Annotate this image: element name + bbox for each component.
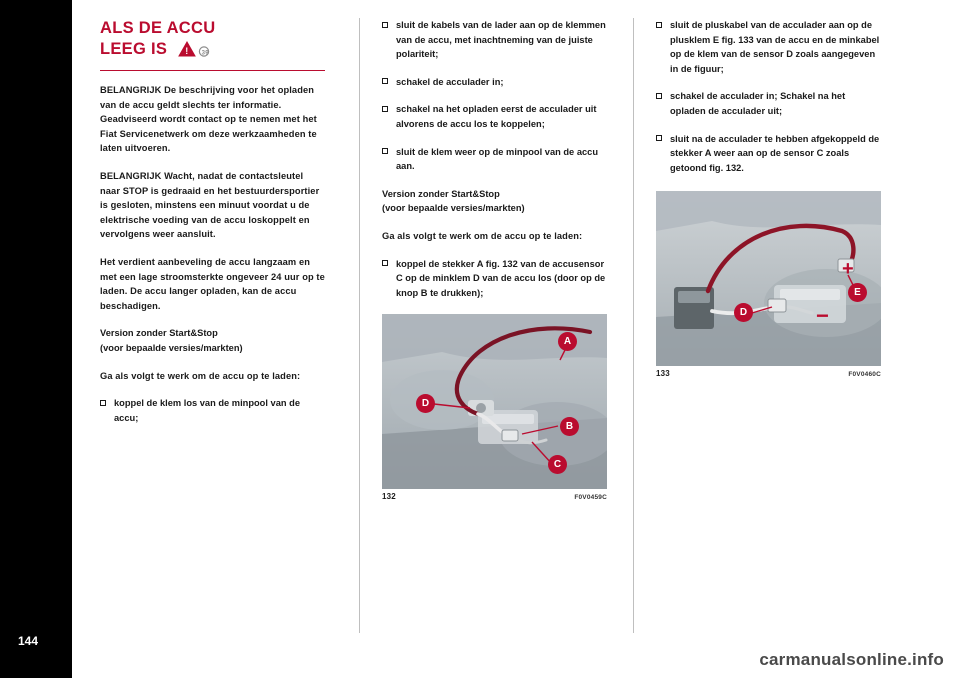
list-item (656, 18, 881, 76)
paragraph-procedure-intro-2: Ga als volgt te werk om de accu op te laden: (382, 230, 583, 241)
list-item (382, 18, 607, 62)
svg-text:!: ! (185, 46, 189, 56)
subheading-version-2 (382, 187, 607, 216)
list-item (656, 132, 881, 176)
figure-132-number: 132 (382, 492, 396, 502)
paragraph-procedure-intro-1: Ga als volgt te werk om de accu op te laden: (100, 370, 301, 381)
svg-text:−: − (816, 303, 829, 329)
page-content (72, 0, 960, 678)
column-divider-2 (633, 18, 634, 633)
checkbox-square-icon (656, 135, 662, 141)
figure-133-callout-d: D (734, 303, 753, 322)
bullet-list-2-bottom (382, 257, 607, 301)
checkbox-square-icon (382, 22, 388, 28)
page-number: 144 (18, 634, 39, 648)
figure-132-callout-b: B (560, 417, 579, 436)
subheading-version-2-line2: (voor bepaalde versies/markten) (382, 203, 525, 214)
list-item-label: schakel de acculader in; (396, 76, 504, 87)
list-item (382, 145, 607, 174)
figure-133-callout-e: E (848, 283, 867, 302)
figure-132-callout-d: D (416, 394, 435, 413)
figure-132-code: F0V0459C (574, 494, 607, 502)
page-title (100, 18, 325, 64)
checkbox-square-icon (382, 260, 388, 266)
subheading-version-1 (100, 326, 325, 355)
column-2 (382, 18, 607, 501)
figure-133-number: 133 (656, 369, 670, 379)
watermark: carmanualsonline.info (759, 650, 944, 669)
list-item-label: schakel na het opladen eerst de acculader uit alvorens de accu los te koppelen; (396, 104, 597, 129)
svg-text:39: 39 (201, 50, 209, 57)
column-1 (100, 18, 325, 438)
list-item-label: sluit na de acculader te hebben afgekoppeld de stekker A weer aan op de sensor C zoals getoond fig. 132. (670, 133, 880, 173)
column-3 (656, 18, 881, 378)
list-item (656, 89, 881, 118)
checkbox-square-icon (382, 106, 388, 112)
bullet-list-3 (656, 18, 881, 175)
paragraph-important-1: BELANGRIJK De beschrijving voor het opladen van de accu geldt slechts ter informatie. Geadviseerd wordt contact op te nemen met het Fiat Servicenetwerk om deze werkzaamheden te laten uitvoeren. (100, 85, 317, 154)
figure-133 (656, 191, 881, 378)
figure-133-image (656, 191, 881, 366)
subheading-version-2-line1: Version zonder Start&Stop (382, 188, 500, 199)
paragraph-important-2: BELANGRIJK Wacht, nadat de contactsleutel naar STOP is gedraaid en het bestuurdersportier is gesloten, minstens een minuut voordat u de elektrische voeding van de accu loskoppelt en vervolgens weer aansluit. (100, 170, 320, 240)
figure-133-caption (656, 369, 881, 378)
list-item (100, 396, 325, 425)
figure-132 (382, 314, 607, 501)
list-item (382, 257, 607, 301)
checkbox-square-icon (656, 93, 662, 99)
figure-132-image (382, 314, 607, 489)
checkbox-square-icon (656, 22, 662, 28)
list-item-label: sluit de pluskabel van de acculader aan op de plusklem E fig. 133 van de accu en de minkabel op de klem van de sensor D zoals aangegeven in de figuur; (670, 20, 880, 74)
figure-132-caption (382, 492, 607, 501)
list-item (382, 75, 607, 90)
subheading-version-1-line1: Version zonder Start&Stop (100, 328, 218, 339)
page-title-line2: LEEG IS (100, 40, 168, 58)
list-item-label: koppel de klem los van de minpool van de accu; (114, 398, 300, 423)
warning-triangle-icon (178, 41, 212, 64)
checkbox-square-icon (382, 148, 388, 154)
title-rule (100, 70, 325, 71)
list-item-label: koppel de stekker A fig. 132 van de accusensor C op de minklem D van de accu los (door op de knop B te drukken); (396, 258, 606, 298)
list-item (382, 102, 607, 131)
figure-133-code: F0V0460C (848, 371, 881, 379)
column-divider-1 (359, 18, 360, 633)
page-title-line1: ALS DE ACCU (100, 19, 216, 37)
list-item-label: sluit de kabels van de lader aan op de klemmen van de accu, met inachtneming van de juiste polariteit; (396, 20, 606, 60)
paragraph-charge-time: Het verdient aanbeveling de accu langzaam en met een lage stroomsterkte ongeveer 24 uur op te laden. De accu langer opladen, kan de accu beschadigen. (100, 256, 325, 311)
bullet-list-2-top (382, 18, 607, 174)
figure-132-callout-a: A (558, 332, 577, 351)
checkbox-square-icon (382, 78, 388, 84)
subheading-version-1-line2: (voor bepaalde versies/markten) (100, 342, 243, 353)
figure-132-callout-c: C (548, 455, 567, 474)
svg-text:+: + (842, 258, 854, 281)
bullet-list-1 (100, 396, 325, 425)
chapter-band (0, 0, 72, 678)
list-item-label: sluit de klem weer op de minpool van de accu aan. (396, 146, 599, 172)
list-item-label: schakel de acculader in; Schakel na het opladen de acculader uit; (670, 91, 846, 116)
checkbox-square-icon (100, 400, 106, 406)
